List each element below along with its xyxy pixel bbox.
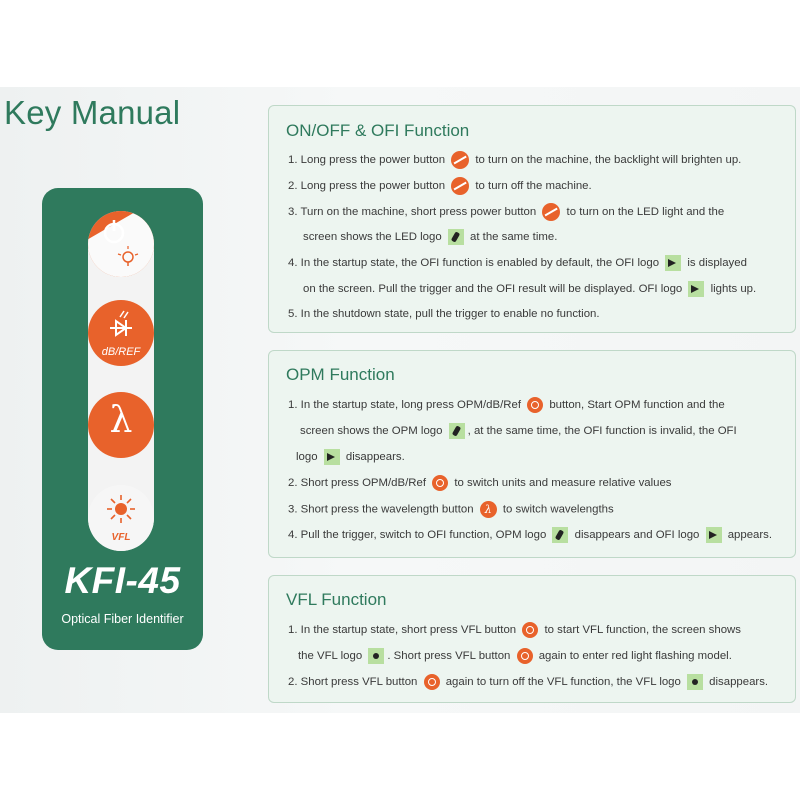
bulb-icon (118, 246, 138, 266)
vfl-button-icon (424, 674, 440, 690)
vfl-label: VFL (111, 532, 131, 543)
vfl-step-1-cont: the VFL logo . Short press VFL button again to enter red light flashing model. (298, 650, 732, 662)
opm-step-4: 4. Pull the trigger, switch to OFI function, OPM logo disappears and OFI logo appears. (288, 529, 773, 541)
power-button-icon (542, 203, 560, 221)
onoff-step-3: 3. Turn on the machine, short press power button to turn on the LED light and the (288, 203, 724, 221)
ofi-logo-icon (665, 255, 681, 271)
power-button (88, 211, 154, 277)
lambda-icon: λ (109, 400, 133, 441)
onoff-section-title: ON/OFF & OFI Function (286, 121, 470, 140)
db-ref-button-icon (527, 397, 543, 413)
led-logo-icon (448, 229, 464, 245)
onoff-step-5: 5. In the shutdown state, pull the trigger to enable no function. (288, 308, 600, 320)
onoff-step-4: 4. In the startup state, the OFI function is enabled by default, the OFI logo is displayed (288, 257, 747, 269)
opm-section-title: OPM Function (286, 365, 395, 384)
vfl-section-title: VFL Function (286, 590, 387, 609)
opm-step-1-cont: screen shows the OPM logo , at the same time, the OFI function is invalid, the OFI (300, 425, 737, 437)
lambda-button-icon: λ (480, 501, 497, 518)
opm-step-3: 3. Short press the wavelength button λ to switch wavelengths (288, 503, 614, 516)
opm-step-2: 2. Short press OPM/dB/Ref to switch units and measure relative values (288, 477, 672, 489)
ofi-logo-icon (688, 281, 704, 297)
onoff-step-1: 1. Long press the power button to turn on the machine, the backlight will brighten up. (288, 151, 741, 169)
vfl-step-2: 2. Short press VFL button again to turn off the VFL function, the VFL logo disappears. (288, 676, 769, 688)
vfl-button-icon (522, 622, 538, 638)
opm-logo-icon (449, 423, 465, 439)
vfl-button-icon (517, 648, 533, 664)
ofi-logo-icon (706, 527, 722, 543)
onoff-step-3-cont: screen shows the LED logo at the same time. (303, 231, 558, 243)
power-icon (88, 211, 154, 277)
opm-step-1: 1. In the startup state, long press OPM/dB/Ref button, Start OPM function and the (288, 399, 725, 411)
page-title: Key Manual (4, 94, 181, 131)
device-name: Optical Fiber Identifier (61, 612, 184, 626)
opm-logo-icon (552, 527, 568, 543)
vfl-logo-icon (687, 674, 703, 690)
device-model: KFI-45 (64, 560, 181, 601)
onoff-step-2: 2. Long press the power button to turn off the machine. (288, 177, 592, 195)
power-button-icon (451, 151, 469, 169)
ofi-logo-icon (324, 449, 340, 465)
vfl-step-1: 1. In the startup state, short press VFL button to start VFL function, the screen shows (288, 624, 741, 636)
power-button-icon (451, 177, 469, 195)
db-ref-label: dB/REF (101, 346, 141, 358)
vfl-logo-icon (368, 648, 384, 664)
opm-step-1-cont2: logo disappears. (296, 451, 405, 463)
db-ref-button-icon (432, 475, 448, 491)
onoff-step-4-cont: on the screen. Pull the trigger and the OFI result will be displayed. OFI logo lights up. (303, 283, 757, 295)
